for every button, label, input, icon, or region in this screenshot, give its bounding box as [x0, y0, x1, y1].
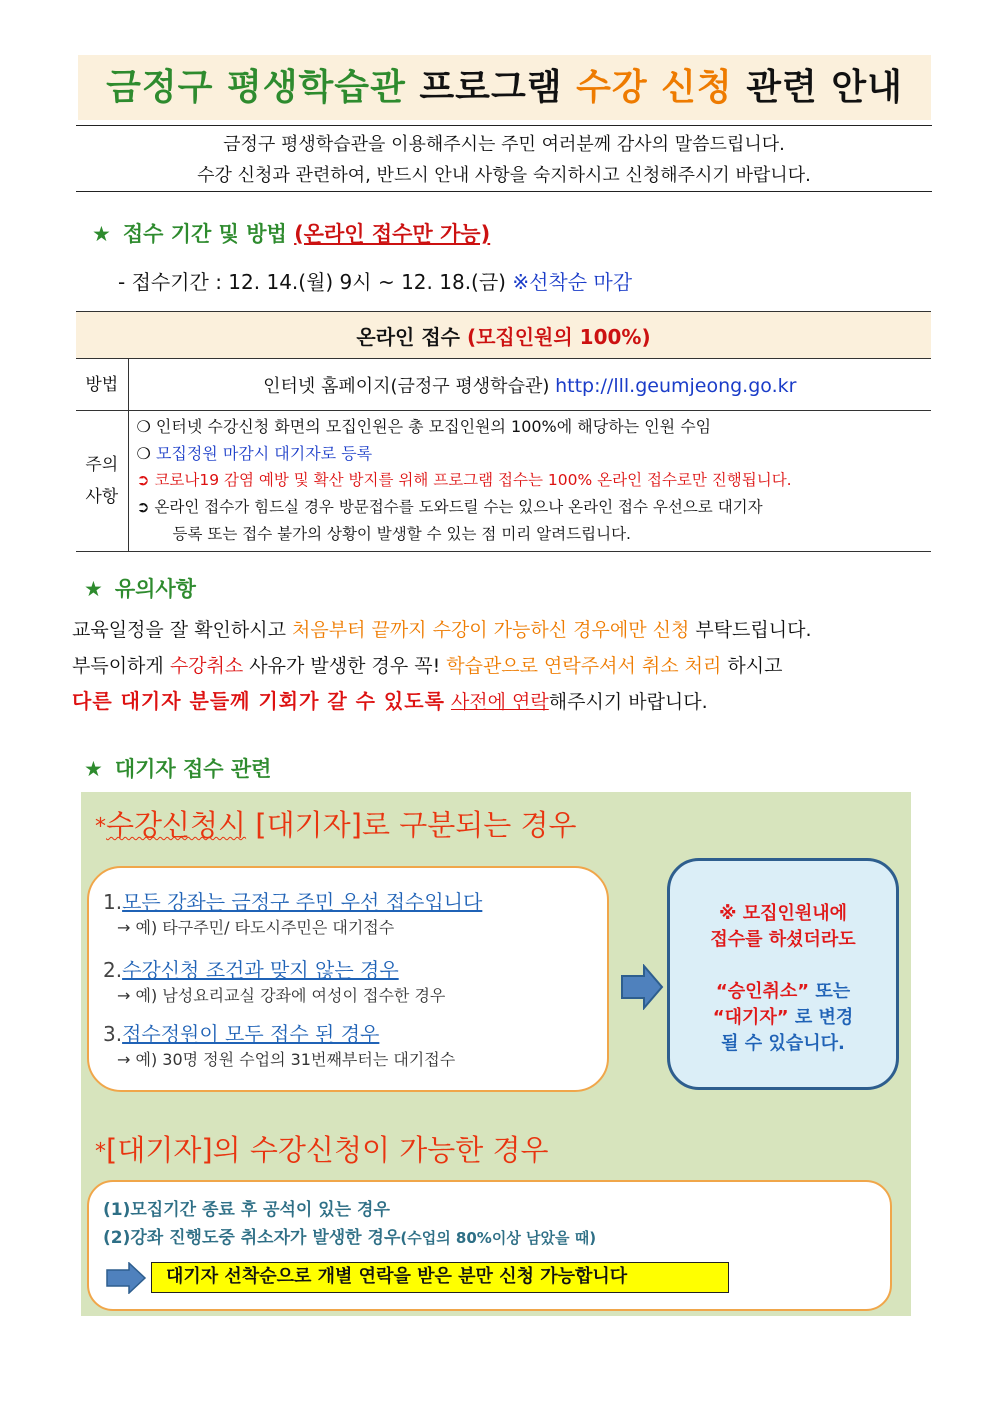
item-title: 수강신청 조건과 맞지 않는 경우 [122, 958, 399, 982]
receipt-table [76, 311, 931, 552]
intro-line-1: 금정구 평생학습관을 이용해주시는 주민 여러분께 감사의 말씀드립니다. [223, 134, 785, 155]
item-title: 접수정원이 모두 접수 된 경우 [122, 1022, 380, 1046]
note-2-text: 모집정원 마감시 대기자로 등록 [155, 444, 373, 463]
method-cell [128, 359, 931, 411]
p2-a: 부득이하게 [72, 655, 170, 677]
section-heading-text: 접수 기간 및 방법 [122, 222, 287, 246]
p2-c: 사유가 발생한 경우 꼭! [243, 655, 447, 677]
item-number: 1. [103, 890, 123, 914]
p2-e: 하시고 [721, 655, 783, 677]
note-3 [137, 467, 924, 494]
title-part4: 관련 안내 [746, 67, 903, 108]
warning-line-3 [670, 979, 896, 1005]
warning-approval-cancel: “승인취소” [715, 981, 810, 1002]
warning-line-1: ※ 모집인원내에 [718, 903, 848, 924]
section-heading-waitlist [84, 753, 271, 783]
case-2-note: (수업의 80%이상 남았을 때) [400, 1229, 597, 1247]
caution-paragraph-1 [72, 615, 812, 642]
list-item [103, 954, 445, 1006]
star-icon: ★ [92, 222, 111, 246]
table-header-main: 온라인 접수 [356, 324, 460, 349]
p2-d: 학습관으로 연락주셔서 취소 처리 [446, 655, 722, 677]
homepage-link[interactable]: http://lll.geumjeong.go.kr [555, 374, 797, 397]
intro-line-2: 수강 신청과 관련하여, 반드시 안내 사항을 숙지하시고 신청해주시기 바랍니다. [197, 165, 811, 186]
method-label: 방법 [76, 359, 128, 411]
warning-change: 로 변경 [788, 1007, 854, 1028]
item-example: → 예) 타구주민/ 타도시주민은 대기접수 [117, 918, 395, 937]
approval-warning-box [667, 858, 899, 1090]
p3-b: 사전에 연락 [450, 691, 549, 713]
period-note: ※선착순 마감 [512, 270, 633, 294]
highlight-notice: 대기자 선착순으로 개별 연락을 받은 분만 신청 가능합니다 [151, 1262, 729, 1293]
notes-label-2: 사항 [85, 487, 119, 507]
item-example: → 예) 남성요리교실 강좌에 여성이 접수한 경우 [117, 986, 446, 1005]
page-title [78, 55, 931, 120]
title-part1: 금정구 평생학습관 [106, 67, 406, 108]
notes-label-1: 주의 [85, 455, 119, 475]
notes-cell [128, 411, 931, 552]
title-part2: 프로그램 [419, 67, 563, 108]
case-2-text: (2)강좌 진행도중 취소자가 발생한 경우 [103, 1228, 401, 1248]
warning-line-5: 될 수 있습니다. [721, 1033, 845, 1054]
title-part3: 수강 신청 [576, 67, 733, 108]
p2-b: 수강취소 [169, 655, 244, 677]
table-header [76, 312, 931, 359]
star-icon: ★ [84, 577, 103, 601]
asterisk: * [95, 814, 106, 840]
note-1: ❍ 인터넷 수강신청 화면의 모집인원은 총 모집인원의 100%에 해당하는 인원 수임 [136, 417, 712, 436]
method-text: 인터넷 홈페이지(금정구 평생학습관) [263, 375, 550, 397]
item-example: → 예) 30명 정원 수업의 31번째부터는 대기접수 [117, 1050, 456, 1069]
asterisk: * [95, 1139, 106, 1165]
table-header-note: (모집인원의 100%) [466, 324, 651, 349]
note-3-text: 코로나19 감염 예방 및 확산 방지를 위해 프로그램 접수는 100% 온라인 접수로만 진행됩니다. [154, 471, 792, 489]
section-heading-text: 대기자 접수 관련 [114, 757, 272, 781]
p1-a: 교육일정을 잘 확인하시고 [72, 619, 293, 641]
arrow-right-icon [620, 964, 664, 1010]
p3-a: 다른 대기자 분들께 기회가 갈 수 있도록 [72, 689, 445, 713]
section-heading-receipt [92, 218, 490, 248]
warning-line-2: 접수를 하셨더라도 [710, 929, 856, 950]
notes-label [76, 411, 128, 552]
panel-heading-1b: [대기자]로 구분되는 경우 [246, 808, 577, 842]
warning-spacer [670, 953, 896, 979]
panel-heading-1a: 수강신청시 [106, 808, 247, 842]
note-3-bullet: ➲ [136, 471, 155, 489]
warning-waitlist: “대기자” [712, 1007, 789, 1028]
waitlist-cases-box [87, 866, 609, 1092]
case-2 [103, 1223, 596, 1248]
section-heading-note: (온라인 접수만 가능) [294, 222, 491, 246]
note-2-bullet: ❍ [136, 444, 156, 463]
list-item [103, 1018, 455, 1070]
note-4b: 등록 또는 접수 불가의 상황이 발생할 수 있는 점 미리 알려드립니다. [172, 525, 631, 543]
star-icon: ★ [84, 757, 103, 781]
list-item [103, 886, 482, 938]
section-heading-text: 유의사항 [114, 577, 196, 601]
period-text: - 접수기간 : 12. 14.(월) 9시 ~ 12. 18.(금) [118, 270, 506, 294]
panel-heading-1 [95, 803, 577, 844]
item-number: 3. [103, 1022, 123, 1046]
item-number: 2. [103, 958, 123, 982]
note-4: ➲ 온라인 접수가 힘드실 경우 방문접수를 도와드릴 수는 있으나 온라인 접수 우선으로 대기자 [136, 498, 763, 516]
case-1: (1)모집기간 종료 후 공석이 있는 경우 [103, 1200, 390, 1220]
panel-heading-2 [95, 1128, 548, 1169]
caution-paragraph-2 [72, 651, 782, 678]
panel-heading-2-text: [대기자]의 수강신청이 가능한 경우 [106, 1133, 549, 1167]
warning-or: 또는 [809, 981, 851, 1002]
caution-paragraph-3 [72, 685, 708, 714]
arrow-right-icon [105, 1262, 147, 1294]
section-heading-caution [84, 573, 196, 603]
p3-c: 해주시기 바랍니다. [548, 691, 708, 713]
receipt-period [118, 266, 632, 295]
p1-c: 부탁드립니다. [689, 619, 812, 641]
note-2 [137, 440, 924, 467]
intro-block [76, 125, 932, 192]
item-title: 모든 강좌는 금정구 주민 우선 접수입니다 [122, 890, 483, 914]
p1-b: 처음부터 끝까지 수강이 가능하신 경우에만 신청 [292, 619, 690, 641]
warning-line-4 [670, 1005, 896, 1031]
